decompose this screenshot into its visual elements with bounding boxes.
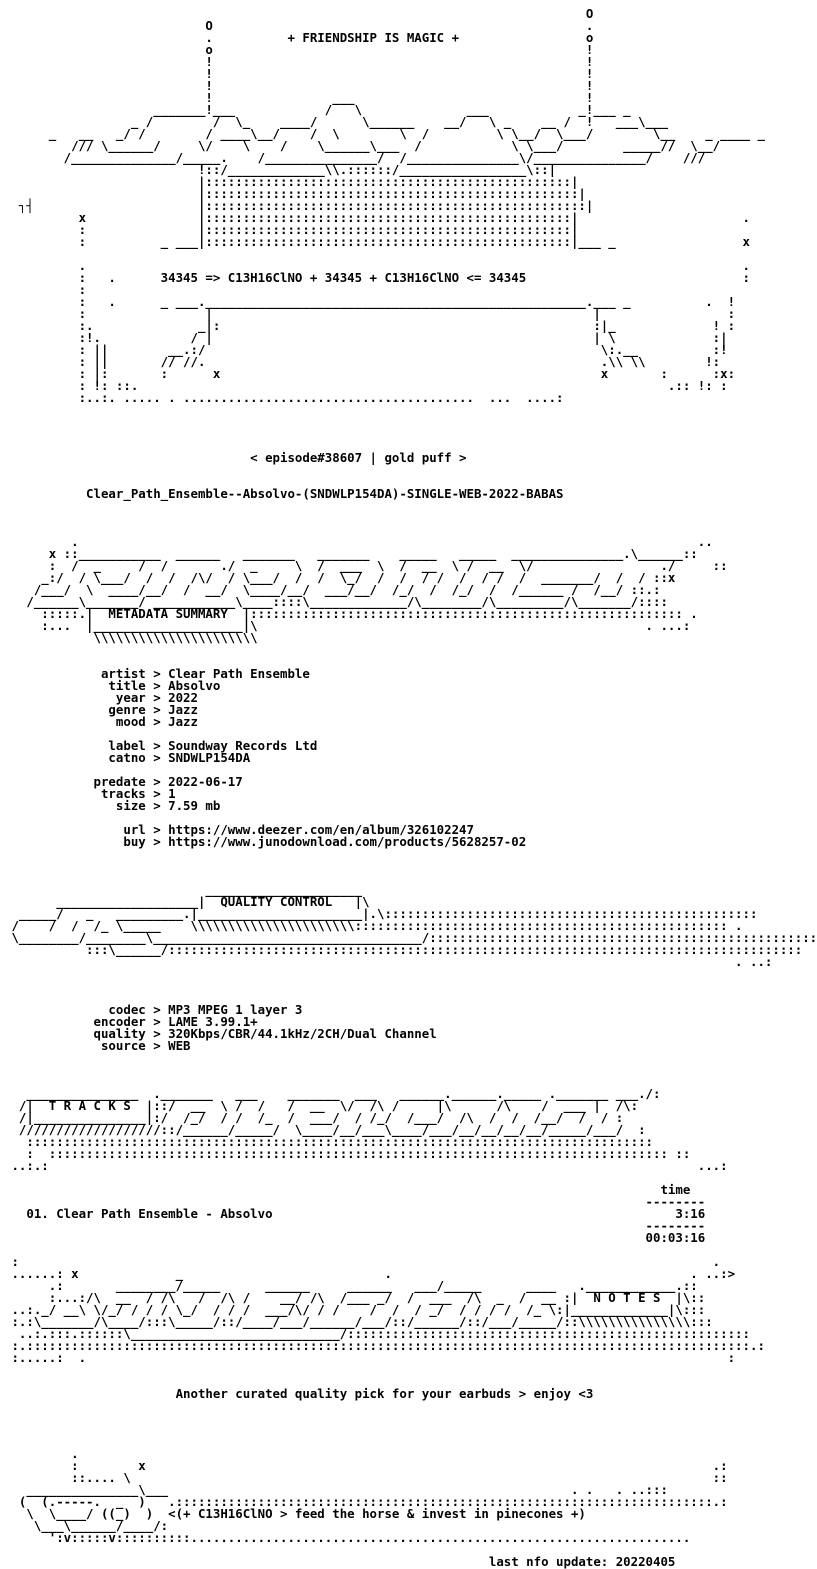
nfo-line: : || // //. .\\ \\ !: xyxy=(4,354,721,369)
nfo-line: /| T R A C K S |::/ __ \ / / / __ \/ /\ / |\ /\ / ___ | /\: xyxy=(4,1098,639,1113)
nfo-line xyxy=(4,1400,644,1412)
nfo-line xyxy=(4,416,644,428)
nfo-line: : _ ___|:::::::::::::::::::::::::::::::::::::::::::::::::|___ _ x xyxy=(4,234,750,249)
nfo-line: o ! xyxy=(4,42,594,57)
nfo-line: _ / / \_ ____/ \______ __/ \ _ __ / ! ___\___ xyxy=(4,114,668,129)
nfo-line: buy > https://www.junodownload.com/products/5628257-02 xyxy=(4,834,527,849)
nfo-line: ..:.: ...: xyxy=(4,1158,728,1173)
nfo-line: artist > Clear Path Ensemble xyxy=(4,666,310,681)
nfo-line: \________/________\____________________________________/:::::::::::::::::::::::::::::::::::::::::::::::::::: xyxy=(4,930,817,945)
nfo-line: |::::::::::::::::::::::::::::::::::::::::::::::::::| xyxy=(4,186,586,201)
nfo-line: url > https://www.deezer.com/en/album/326102247 xyxy=(4,822,474,837)
nfo-line: /______\_______/ ___________\____::::\_____________/\________/\_________/\_______/:::: xyxy=(4,594,668,609)
nfo-line: _______________ ._______ ___ _______ ___ ______.______._____ ._______ ___./: xyxy=(4,1086,661,1101)
nfo-line xyxy=(4,968,644,980)
nfo-line: :!. / | | \ :| xyxy=(4,330,728,345)
nfo-line: _ __ _/ / / ____\__/ / \ \ / \ \__/ \___/ \__ _ ____ _ xyxy=(4,126,765,141)
nfo-line: ┐┤ |:::::::::::::::::::::::::::::::::::::::::::::::::::| xyxy=(4,198,594,213)
nfo-line: label > Soundway Records Ltd xyxy=(4,738,318,753)
nfo-line xyxy=(4,1424,644,1436)
nfo-line: -------- xyxy=(4,1194,706,1209)
nfo-line: source > WEB xyxy=(4,1038,191,1053)
nfo-line: predate > 2022-06-17 xyxy=(4,774,243,789)
nfo-line: : |:::::::::::::::::::::::::::::::::::::::::::::::::| xyxy=(4,222,579,237)
nfo-line: genre > Jazz xyxy=(4,702,198,717)
nfo-line xyxy=(4,848,644,860)
nfo-line xyxy=(4,428,644,440)
nfo-line: title > Absolvo xyxy=(4,678,221,693)
nfo-line: mood > Jazz xyxy=(4,714,198,729)
nfo-line: ! ! xyxy=(4,54,594,69)
nfo-line: : . 34345 => C13H16ClNO + 34345 + C13H16ClNO <= 34345 : xyxy=(4,270,750,285)
nfo-line: ( (.-----. _ ) .::::::::::::::::::::::::::::::::::::::::::::::::::::::::::::::::::::::::.: xyxy=(4,1494,728,1509)
nfo-line: 00:03:16 xyxy=(4,1230,706,1245)
nfo-line: : . _ ___.___________________________________________________.___ _ . ! xyxy=(4,294,736,309)
nfo-line: ! ___ ! xyxy=(4,90,594,105)
nfo-line: _____________________ xyxy=(4,882,363,897)
nfo-line xyxy=(4,1436,644,1448)
nfo-line: ___________________| QUALITY CONTROL |\ xyxy=(4,894,370,909)
nfo-line: : xyxy=(4,282,87,297)
nfo-line: : . xyxy=(4,1254,721,1269)
nfo-line: < episode#38607 | gold puff > xyxy=(4,450,467,465)
nfo-line: _______________\___ . . . ..::: xyxy=(4,1482,668,1497)
nfo-line: !::/_____________\\.::::::/_________________\::| xyxy=(4,162,557,177)
nfo-line: ':v:::::v::::::::::................................................................... xyxy=(4,1530,691,1545)
nfo-line: ..:.:::.::::::\____________________________/:::::::::::::::::::::::::::::::::::::::::::::::::::::: xyxy=(4,1326,750,1341)
nfo-line: :.....: . : xyxy=(4,1350,736,1365)
nfo-line xyxy=(4,644,644,656)
nfo-line: . .. xyxy=(4,534,713,549)
nfo-line: :. _|: :|_ ! : xyxy=(4,318,736,333)
nfo-line: x |:::::::::::::::::::::::::::::::::::::::::::::::::| . xyxy=(4,210,750,225)
nfo-line: /// \______/ \/ \ / \______\___ / \ \___/ _____// \__/ xyxy=(4,138,721,153)
nfo-line: size > 7.59 mb xyxy=(4,798,221,813)
nfo-line: _____/ _ _________.|______________________|.\:::::::::::::::::::::::::::::::::::::::::::::::::: xyxy=(4,906,758,921)
nfo-line: -------- xyxy=(4,1218,706,1233)
nfo-line xyxy=(4,512,644,524)
nfo-line: \ \____/ ((_) ) <(+ C13H16ClNO > feed the horse & invest in pinecones +) xyxy=(4,1506,586,1521)
nfo-line: /___/ \ ____/__/ / __/ \____/__/ ___/__/ /_/ / /_/ / /______ / /__/ ::.: xyxy=(4,582,661,597)
nfo-line: . + FRIENDSHIP IS MAGIC + o xyxy=(4,30,594,45)
nfo-line xyxy=(4,1064,644,1076)
nfo-line: _:/ / \___/ / / /\/ / \___/ / / \_/ / / / / / / / / _______/ / / ::x xyxy=(4,570,676,585)
nfo-line: . ..: xyxy=(4,954,773,969)
nfo-line: : | | : xyxy=(4,306,736,321)
nfo-line: _______!___ / \ ___ _!___ _ xyxy=(4,102,631,117)
nfo-line xyxy=(4,500,644,512)
nfo-line: :::::::::::::::::::::::::::::::::::::::::::::::::::::::::::::::::::::::::::::::::::: xyxy=(4,1134,654,1149)
nfo-line: ..:._/ __\ \/_/ / / / \_/ / / / ___/\/ / / / / / _/ / / / / /_ \:|_____________|\::: xyxy=(4,1302,706,1317)
nfo-line: :::\______/::::::::::::::::::::::::::::::::::::::::::::::::::::::::::::::::::::::::::::::::::::: xyxy=(4,942,803,957)
nfo-line: Another curated quality pick for your earbuds > enjoy <3 xyxy=(4,1386,594,1401)
nfo-line: x ::___________ ______ _______ _______ _____ _____ _______________.\______:: xyxy=(4,546,698,561)
nfo-line: . xyxy=(4,1446,79,1461)
nfo-line: catno > SNDWLP154DA xyxy=(4,750,251,765)
nfo-line: . . xyxy=(4,258,750,273)
nfo-line: : !: ::. .:: !: : xyxy=(4,378,728,393)
nfo-line: ......: x _ . . ..:> xyxy=(4,1266,736,1281)
nfo-line: 01. Clear Path Ensemble - Absolvo 3:16 xyxy=(4,1206,706,1221)
nfo-line: :.:\_______/\____/:::\_____/::/____/___/______/___/::/______/::/___/_____/::\\\\\\\\\\\\\\\::: xyxy=(4,1314,713,1329)
nfo-line: .: ________/_____ ______ ______ ___/_____ ____ .____________.:: xyxy=(4,1278,698,1293)
nfo-line xyxy=(4,1412,644,1424)
nfo-line xyxy=(4,980,644,992)
nfo-line: encoder > LAME 3.99.1+ xyxy=(4,1014,258,1029)
nfo-line xyxy=(4,1052,644,1064)
nfo-line: O . xyxy=(4,18,594,33)
nfo-line: /|_______________|:/ /_/ / / /_ / ___/ / /_/ /___/ /\ / / /__/ / / : xyxy=(4,1110,624,1125)
nfo-line: ///////////////////::/______/_____/ \____/__/___\____/___/__/__/__/__/_____/___/ : xyxy=(4,1122,646,1137)
nfo-text-block xyxy=(4,6,817,1569)
nfo-line: : ::::::::::::::::::::::::::::::::::::::::::::::::::::::::::::::::::::::::::::::::::: :: xyxy=(4,1146,691,1161)
nfo-line: :::::.| METADATA SUMMARY |:::::::::::::::::::::::::::::::::::::::::::::::::::::::::: . xyxy=(4,606,698,621)
nfo-line xyxy=(4,464,644,476)
nfo-line: : x .: xyxy=(4,1458,728,1473)
nfo-line: :.:::::::::::::::::::::::::::::::::::::::::::::::::::::::::::::::::::::::::::::::::::::::::::::::::.: xyxy=(4,1338,765,1353)
nfo-line: :..:. ..... . ....................................... ... ....: xyxy=(4,390,564,405)
nfo-line: quality > 320Kbps/CBR/44.1kHz/2CH/Dual Channel xyxy=(4,1026,437,1041)
nfo-line: ::.... \ :: xyxy=(4,1470,728,1485)
nfo-line: :...:/\ __ / /\ / /\ / __/ /\ /___ _/ / ___ /\ _ / __ :| N O T E S |\:: xyxy=(4,1290,706,1305)
nfo-line: ! ! xyxy=(4,66,594,81)
nfo-line xyxy=(4,404,644,416)
nfo-line: time xyxy=(4,1182,691,1197)
nfo-line: :... |____________________|\ . ...: xyxy=(4,618,691,633)
nfo-line: Clear_Path_Ensemble--Absolvo-(SNDWLP154DA)-SINGLE-WEB-2022-BABAS xyxy=(4,486,564,501)
nfo-line: : |: : x x : :x: xyxy=(4,366,736,381)
nfo-line: ! ! xyxy=(4,78,594,93)
nfo-line: tracks > 1 xyxy=(4,786,176,801)
nfo-line: |:::::::::::::::::::::::::::::::::::::::::::::::::| xyxy=(4,174,579,189)
nfo-line: O xyxy=(4,6,594,21)
nfo-line: \___\______/____/: xyxy=(4,1518,169,1533)
nfo-line: year > 2022 xyxy=(4,690,198,705)
nfo-line: : / _ / / ./ _ \ / ___ \ / __ \ / __ \/ ./ :: xyxy=(4,558,728,573)
nfo-line: \\\\\\\\\\\\\\\\\\\\\\ xyxy=(4,630,258,645)
nfo-line xyxy=(4,1364,644,1376)
nfo-line xyxy=(4,860,644,872)
nfo-line: codec > MP3 MPEG 1 layer 3 xyxy=(4,1002,303,1017)
nfo-line: : || __.:/ \:.__ :! xyxy=(4,342,728,357)
nfo-line: / / / /_ \_____ \\\\\\\\\\\\\\\\\\\\\\:::::::::::::::::::::::::::::::::::::::::::::::::: . xyxy=(4,918,743,933)
nfo-line: last nfo update: 20220405 xyxy=(4,1554,676,1569)
nfo-line: /______________/_____. /_______________/ /_______________\/_______________/ /// xyxy=(4,150,706,165)
